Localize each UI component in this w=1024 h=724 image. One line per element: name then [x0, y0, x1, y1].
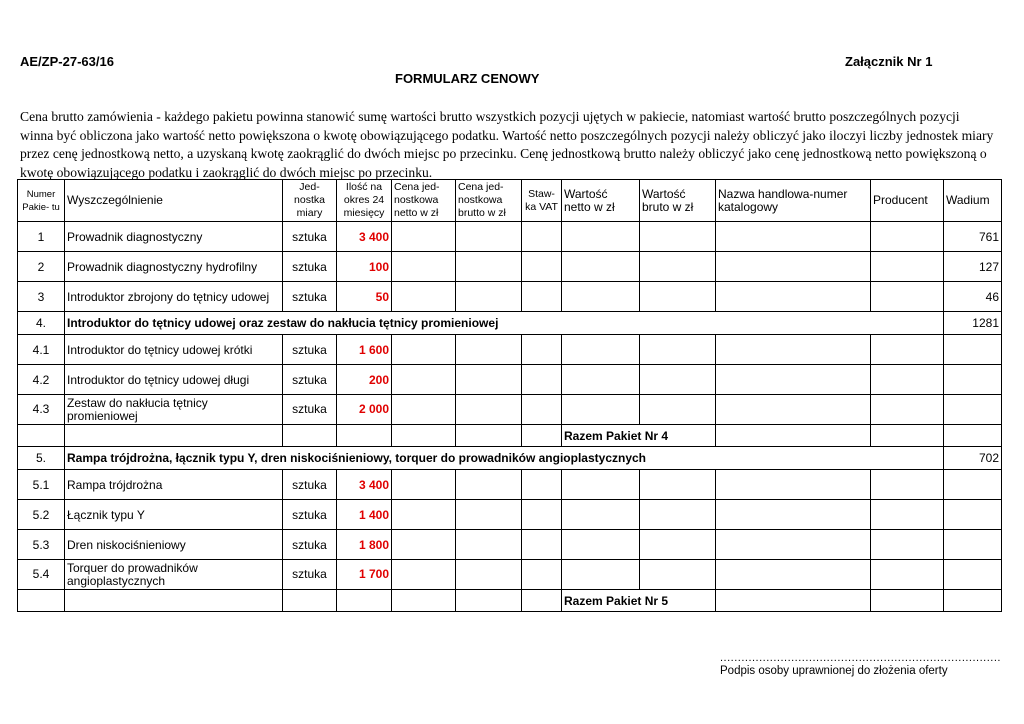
- row-desc: Introduktor zbrojony do tętnicy udowej: [65, 282, 283, 312]
- table-row: [18, 335, 1002, 365]
- empty-cell: [944, 590, 1002, 612]
- row-desc: Prowadnik diagnostyczny: [65, 222, 283, 252]
- intro-paragraph: [20, 108, 995, 182]
- row-num: 5.1: [18, 470, 65, 500]
- empty-cell: [522, 590, 562, 612]
- row-unit: sztuka: [283, 222, 337, 252]
- row-unit: sztuka: [283, 560, 337, 590]
- cell-trade-name[interactable]: [716, 222, 871, 252]
- cell-producer[interactable]: [871, 365, 944, 395]
- cell-vat[interactable]: [522, 530, 562, 560]
- cell-trade-name[interactable]: [716, 500, 871, 530]
- empty-cell: [283, 590, 337, 612]
- total-row: [18, 590, 1002, 612]
- row-num: 4.3: [18, 395, 65, 425]
- cell-trade-name[interactable]: [716, 395, 871, 425]
- cell-trade-name[interactable]: [716, 335, 871, 365]
- row-num: 3: [18, 282, 65, 312]
- cell-unit-net[interactable]: [392, 500, 456, 530]
- pakiet-header-row: [18, 312, 1002, 335]
- row-num: 4.1: [18, 335, 65, 365]
- cell-trade-name[interactable]: [716, 470, 871, 500]
- pakiet-total-label: Razem Pakiet Nr 5: [562, 590, 716, 612]
- row-qty: 3 400: [337, 222, 392, 252]
- cell-unit-gross[interactable]: [456, 252, 522, 282]
- empty-cell: [871, 425, 944, 447]
- pakiet-num: 4.: [18, 312, 65, 335]
- row-deposit: 46: [944, 282, 1002, 312]
- table-row: [18, 222, 1002, 252]
- col-header-gross-value: Wartość bruto w zł: [640, 180, 716, 222]
- empty-cell: [522, 425, 562, 447]
- cell-producer[interactable]: [871, 395, 944, 425]
- cell-producer[interactable]: [871, 335, 944, 365]
- cell-trade-name[interactable]: [716, 560, 871, 590]
- pakiet-deposit: 702: [944, 447, 1002, 470]
- cell-net-value[interactable]: [562, 395, 640, 425]
- cell-vat[interactable]: [522, 252, 562, 282]
- row-num: 5.3: [18, 530, 65, 560]
- pakiet-title: Rampa trójdrożna, łącznik typu Y, dren niskociśnieniowy, torquer do prowadników angioplastycznych: [65, 447, 944, 470]
- row-desc: Prowadnik diagnostyczny hydrofilny: [65, 252, 283, 282]
- cell-unit-net[interactable]: [392, 395, 456, 425]
- cell-unit-net[interactable]: [392, 365, 456, 395]
- cell-deposit: [944, 560, 1002, 590]
- cell-gross-value[interactable]: [640, 560, 716, 590]
- row-num: 1: [18, 222, 65, 252]
- pakiet-title: Introduktor do tętnicy udowej oraz zestaw do nakłucia tętnicy promieniowej: [65, 312, 944, 335]
- page-title: FORMULARZ CENOWY: [395, 71, 540, 86]
- cell-net-value[interactable]: [562, 530, 640, 560]
- empty-cell: [944, 425, 1002, 447]
- row-qty: 3 400: [337, 470, 392, 500]
- empty-cell: [392, 590, 456, 612]
- cell-vat[interactable]: [522, 395, 562, 425]
- table-row: [18, 395, 1002, 425]
- document-number: AE/ZP-27-63/16: [20, 54, 114, 69]
- col-header-unit-gross: Cena jed- nostkowa brutto w zł: [456, 180, 522, 222]
- cell-vat[interactable]: [522, 470, 562, 500]
- cell-producer[interactable]: [871, 222, 944, 252]
- row-desc: Łącznik typu Y: [65, 500, 283, 530]
- cell-deposit: [944, 470, 1002, 500]
- row-num: 2: [18, 252, 65, 282]
- row-qty: 1 700: [337, 560, 392, 590]
- cell-unit-gross[interactable]: [456, 365, 522, 395]
- row-unit: sztuka: [283, 335, 337, 365]
- pakiet-total-label: Razem Pakiet Nr 4: [562, 425, 716, 447]
- col-header-deposit: Wadium: [944, 180, 1002, 222]
- empty-cell: [18, 590, 65, 612]
- cell-producer[interactable]: [871, 530, 944, 560]
- col-header-producer: Producent: [871, 180, 944, 222]
- pakiet-num: 5.: [18, 447, 65, 470]
- price-table: [17, 179, 1002, 612]
- row-unit: sztuka: [283, 282, 337, 312]
- cell-trade-name[interactable]: [716, 252, 871, 282]
- cell-vat[interactable]: [522, 500, 562, 530]
- col-header-vat: Staw- ka VAT: [522, 180, 562, 222]
- row-unit: sztuka: [283, 500, 337, 530]
- empty-cell: [456, 590, 522, 612]
- cell-net-value[interactable]: [562, 282, 640, 312]
- cell-gross-value[interactable]: [640, 470, 716, 500]
- cell-unit-net[interactable]: [392, 252, 456, 282]
- cell-unit-net[interactable]: [392, 222, 456, 252]
- cell-net-value[interactable]: [562, 365, 640, 395]
- col-header-qty: Ilość na okres 24 miesięcy: [337, 180, 392, 222]
- empty-cell: [716, 425, 871, 447]
- cell-vat[interactable]: [522, 282, 562, 312]
- cell-trade-name[interactable]: [716, 365, 871, 395]
- cell-net-value[interactable]: [562, 560, 640, 590]
- cell-unit-gross[interactable]: [456, 500, 522, 530]
- col-header-unit: Jed- nostka miary: [283, 180, 337, 222]
- cell-deposit: [944, 500, 1002, 530]
- row-unit: sztuka: [283, 252, 337, 282]
- table-header-row: [18, 180, 1002, 222]
- empty-cell: [716, 590, 871, 612]
- row-desc: Rampa trójdrożna: [65, 470, 283, 500]
- row-qty: 1 800: [337, 530, 392, 560]
- table-row: [18, 530, 1002, 560]
- empty-cell: [456, 425, 522, 447]
- cell-producer[interactable]: [871, 470, 944, 500]
- table-row: [18, 282, 1002, 312]
- row-num: 5.4: [18, 560, 65, 590]
- cell-deposit: [944, 335, 1002, 365]
- cell-producer[interactable]: [871, 252, 944, 282]
- col-header-net-value: Wartość netto w zł: [562, 180, 640, 222]
- cell-vat[interactable]: [522, 335, 562, 365]
- table-row: [18, 500, 1002, 530]
- row-qty: 1 400: [337, 500, 392, 530]
- row-desc: Dren niskociśnieniowy: [65, 530, 283, 560]
- total-row: [18, 425, 1002, 447]
- table-row: [18, 252, 1002, 282]
- empty-cell: [18, 425, 65, 447]
- cell-net-value[interactable]: [562, 500, 640, 530]
- empty-cell: [337, 590, 392, 612]
- cell-gross-value[interactable]: [640, 222, 716, 252]
- intro-text: Cena brutto zamówienia - każdego pakietu powinna stanowić sumę wartości brutto wszystkich pozycji ujętych w pakiecie, natomiast wartość brutto poszczególnych pozycji winna być obliczona jako wartość netto powiększona o kwotę obowiązującego podatku. Wartość netto poszczególnych pozycji należy obliczyć jako iloczyi liczby jednostek miary przez cenę jednostkową netto, a uzyskaną kwotę zaokrąglić do dwóch miejsc po przecinku. Cenę jednostkową brutto należy obliczyć jako cenę jednostkową netto powiększoną o kwotę obowiązującego podatku i zaokrąglić do dwóch miejsc po przecinku.: [20, 109, 994, 180]
- empty-cell: [392, 425, 456, 447]
- cell-gross-value[interactable]: [640, 530, 716, 560]
- row-qty: 50: [337, 282, 392, 312]
- cell-producer[interactable]: [871, 282, 944, 312]
- cell-unit-gross[interactable]: [456, 530, 522, 560]
- empty-cell: [871, 590, 944, 612]
- row-qty: 200: [337, 365, 392, 395]
- empty-cell: [65, 590, 283, 612]
- cell-unit-gross[interactable]: [456, 222, 522, 252]
- row-deposit: 761: [944, 222, 1002, 252]
- row-deposit: 127: [944, 252, 1002, 282]
- row-qty: 1 600: [337, 335, 392, 365]
- row-unit: sztuka: [283, 395, 337, 425]
- cell-unit-net[interactable]: [392, 282, 456, 312]
- cell-unit-gross[interactable]: [456, 470, 522, 500]
- cell-gross-value[interactable]: [640, 282, 716, 312]
- row-unit: sztuka: [283, 365, 337, 395]
- cell-gross-value[interactable]: [640, 335, 716, 365]
- cell-net-value[interactable]: [562, 470, 640, 500]
- pakiet-header-row: [18, 447, 1002, 470]
- cell-unit-gross[interactable]: [456, 335, 522, 365]
- cell-net-value[interactable]: [562, 252, 640, 282]
- row-qty: 2 000: [337, 395, 392, 425]
- table-row: [18, 365, 1002, 395]
- cell-trade-name[interactable]: [716, 530, 871, 560]
- cell-producer[interactable]: [871, 500, 944, 530]
- col-header-trade-name: Nazwa handlowa-numer katalogowy: [716, 180, 871, 222]
- row-unit: sztuka: [283, 530, 337, 560]
- row-desc: Zestaw do nakłucia tętnicy promieniowej: [65, 395, 283, 425]
- cell-gross-value[interactable]: [640, 365, 716, 395]
- table-row: [18, 560, 1002, 590]
- cell-unit-gross[interactable]: [456, 395, 522, 425]
- empty-cell: [283, 425, 337, 447]
- cell-unit-net[interactable]: [392, 335, 456, 365]
- row-qty: 100: [337, 252, 392, 282]
- signature-line: ...............................................................................: [720, 652, 1001, 664]
- cell-unit-gross[interactable]: [456, 560, 522, 590]
- col-header-unit-net: Cena jed- nostkowa netto w zł: [392, 180, 456, 222]
- cell-deposit: [944, 395, 1002, 425]
- row-desc: Introduktor do tętnicy udowej długi: [65, 365, 283, 395]
- pakiet-deposit: 1281: [944, 312, 1002, 335]
- row-desc: Torquer do prowadników angioplastycznych: [65, 560, 283, 590]
- cell-trade-name[interactable]: [716, 282, 871, 312]
- col-header-num: Numer Pakie- tu: [18, 180, 65, 222]
- row-num: 5.2: [18, 500, 65, 530]
- row-unit: sztuka: [283, 470, 337, 500]
- cell-producer[interactable]: [871, 560, 944, 590]
- cell-deposit: [944, 530, 1002, 560]
- row-num: 4.2: [18, 365, 65, 395]
- cell-vat[interactable]: [522, 365, 562, 395]
- empty-cell: [337, 425, 392, 447]
- cell-unit-net[interactable]: [392, 470, 456, 500]
- cell-gross-value[interactable]: [640, 500, 716, 530]
- cell-net-value[interactable]: [562, 335, 640, 365]
- cell-gross-value[interactable]: [640, 252, 716, 282]
- cell-unit-gross[interactable]: [456, 282, 522, 312]
- col-header-desc: Wyszczególnienie: [65, 180, 283, 222]
- cell-net-value[interactable]: [562, 222, 640, 252]
- attachment-label: Załącznik Nr 1: [845, 54, 933, 69]
- cell-unit-net[interactable]: [392, 530, 456, 560]
- table-row: [18, 470, 1002, 500]
- empty-cell: [65, 425, 283, 447]
- cell-gross-value[interactable]: [640, 395, 716, 425]
- cell-deposit: [944, 365, 1002, 395]
- signature-label: Podpis osoby uprawnionej do złożenia oferty: [720, 665, 948, 677]
- row-desc: Introduktor do tętnicy udowej krótki: [65, 335, 283, 365]
- cell-unit-net[interactable]: [392, 560, 456, 590]
- cell-vat[interactable]: [522, 222, 562, 252]
- cell-vat[interactable]: [522, 560, 562, 590]
